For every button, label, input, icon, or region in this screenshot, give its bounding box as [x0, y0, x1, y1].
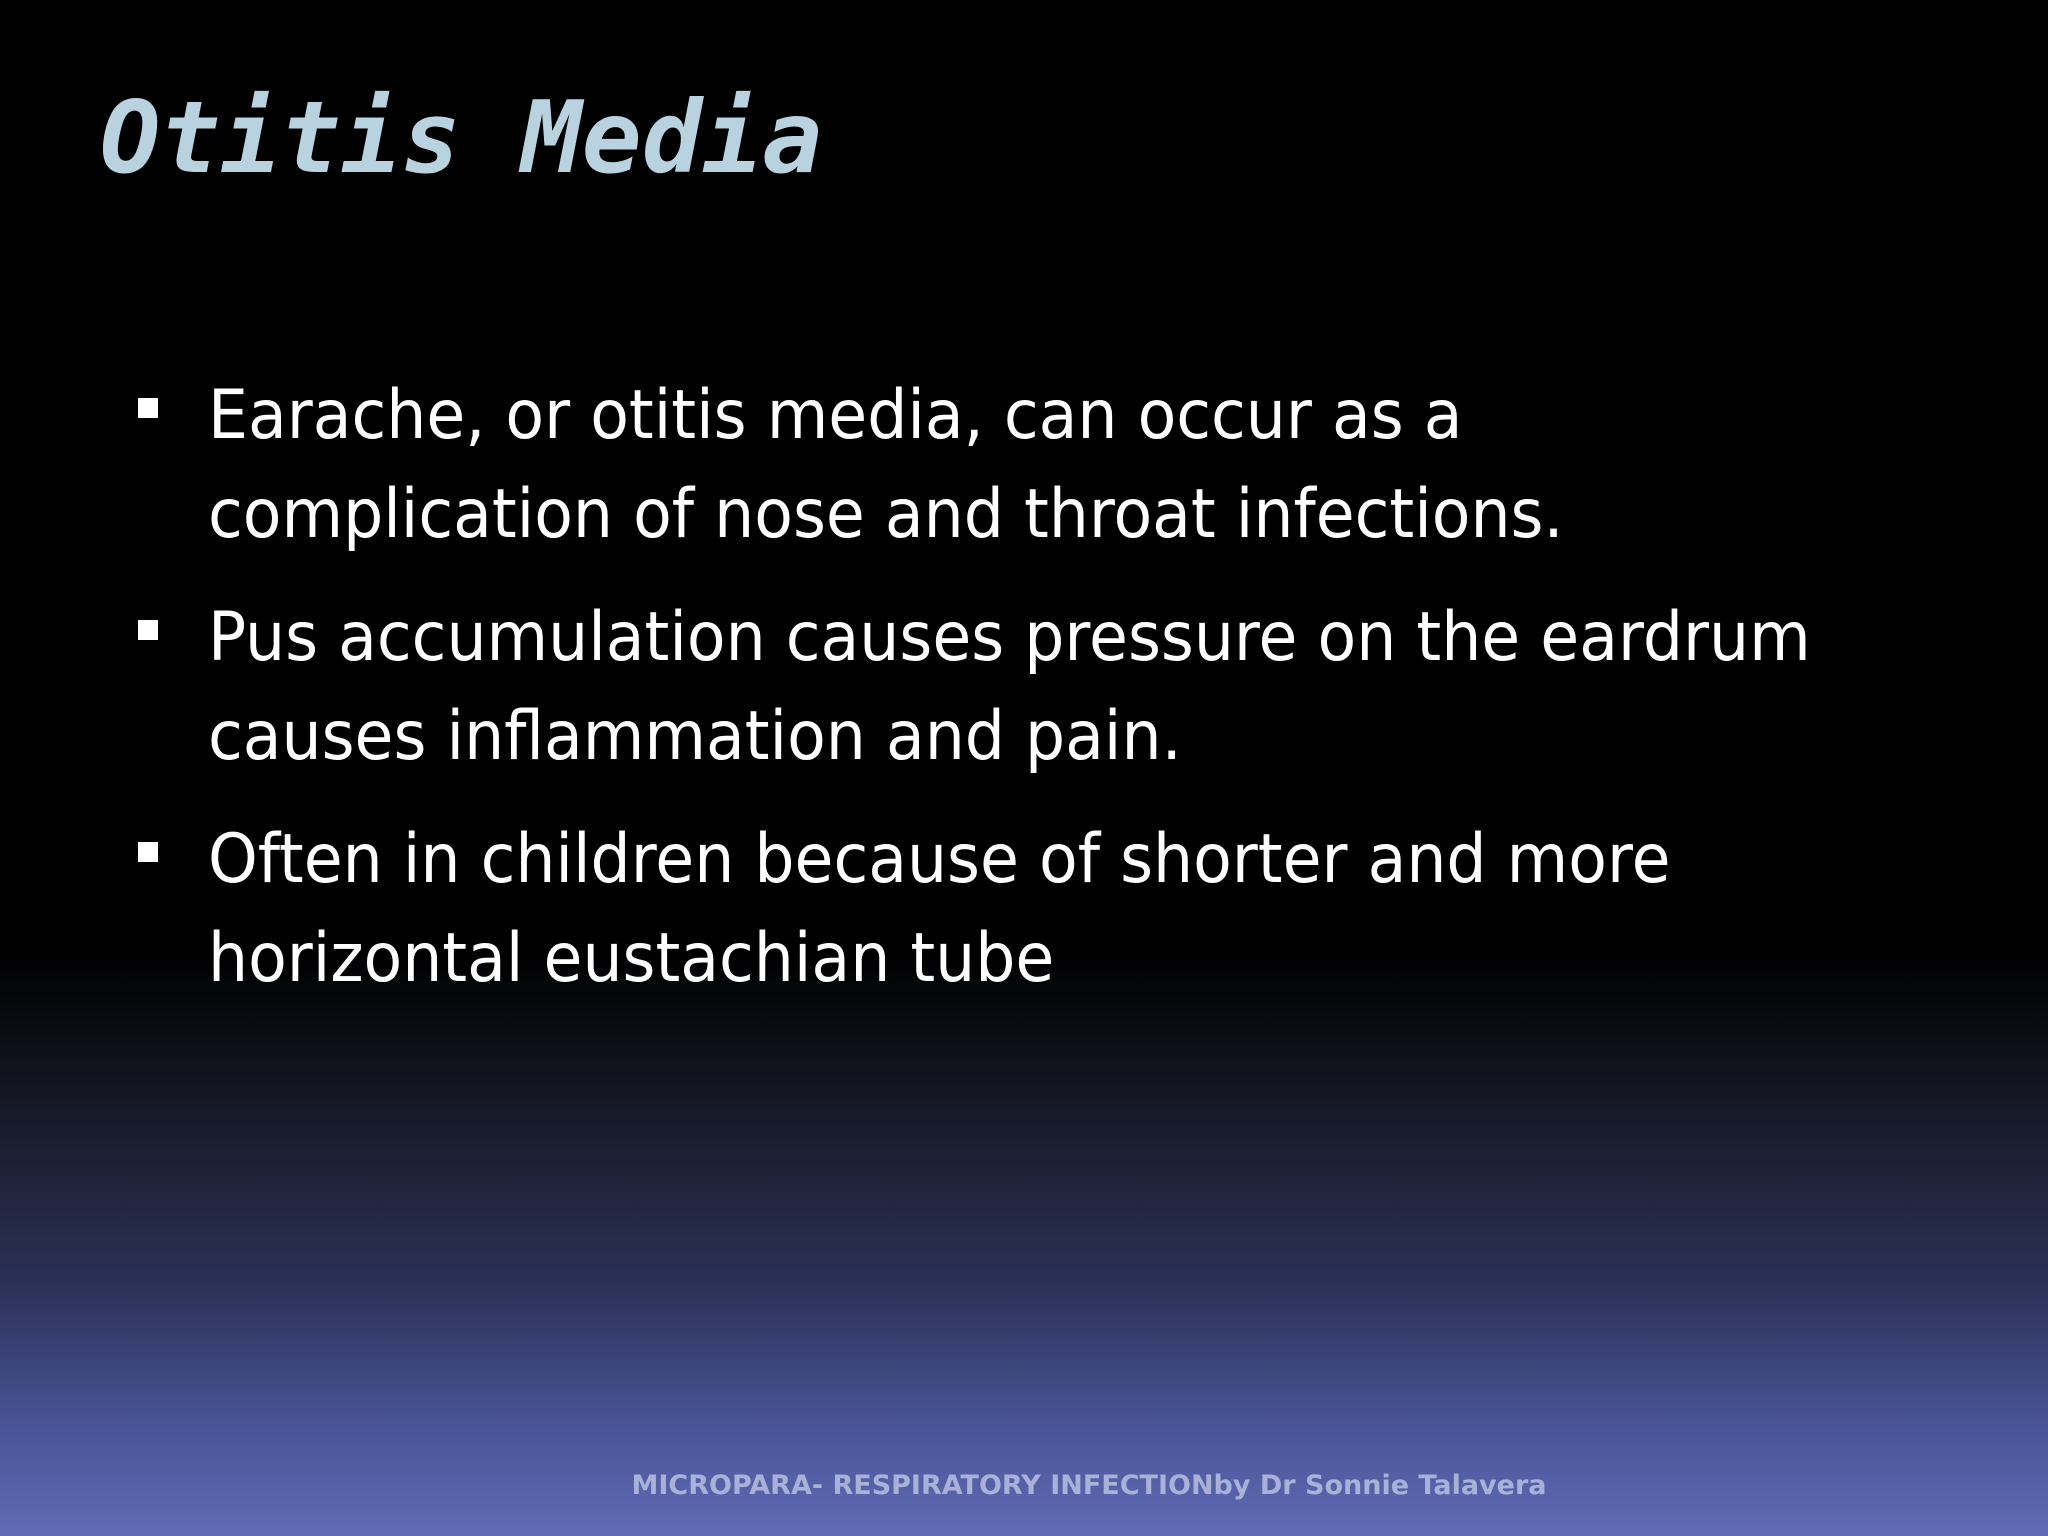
bullet-line: horizontal eustachian tube	[208, 919, 1055, 998]
bullet-item	[138, 810, 1998, 1008]
bullet-line: causes inflammation and pain.	[208, 697, 1182, 776]
bullet-item	[138, 366, 1998, 564]
bullet-line: Often in children because of shorter and more	[208, 820, 1671, 899]
square-bullet-icon	[138, 398, 158, 418]
bullet-line: Earache, or otitis media, can occur as a	[208, 376, 1463, 455]
bullet-item	[138, 588, 1998, 786]
square-bullet-icon	[138, 842, 158, 862]
slide-footer: MICROPARA- RESPIRATORY INFECTIONby Dr Sonnie Talavera	[631, 1470, 1547, 1501]
bullet-line: complication of nose and throat infections.	[208, 475, 1564, 554]
square-bullet-icon	[138, 620, 158, 640]
slide-title: Otitis Media	[100, 79, 823, 196]
bullet-line: Pus accumulation causes pressure on the eardrum	[208, 598, 1811, 677]
bullet-list	[138, 366, 1998, 1032]
